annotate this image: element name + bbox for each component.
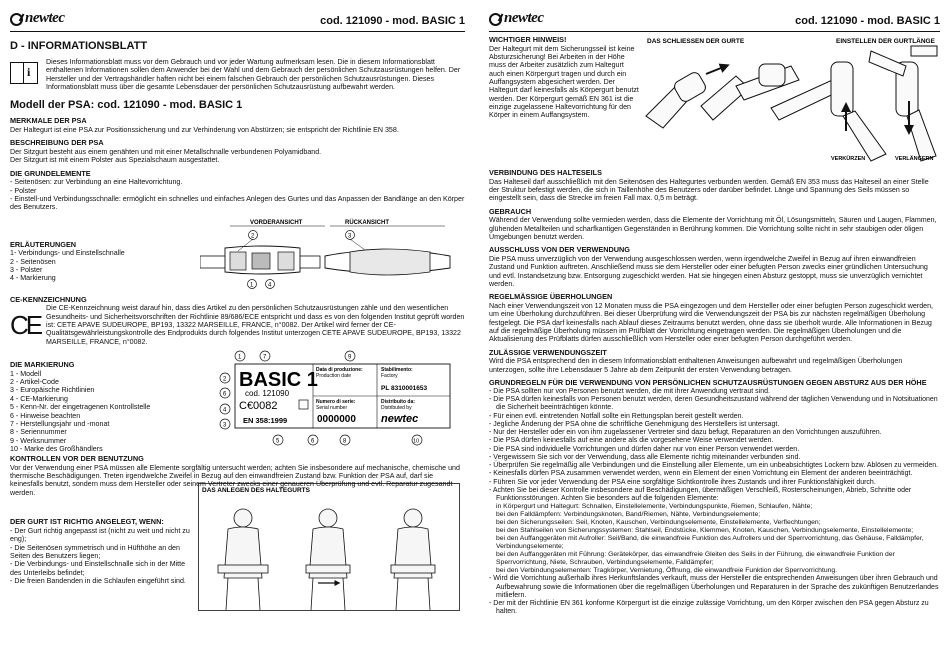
mark-item: 10 - Marke des Großhändlers bbox=[10, 444, 103, 453]
richtig-item: - Die Seitenösen symmetrisch und in Hüfthöhe an den Seiten des Benutzers liegen; bbox=[10, 543, 180, 560]
kontrollen-heading: KONTROLLEN VOR DER BENUTZUNG bbox=[10, 454, 144, 464]
merkmale-heading: MERKMALE DER PSA bbox=[10, 116, 87, 126]
erlaeuterungen-heading: ERLÄUTERUNGEN bbox=[10, 239, 77, 249]
sub-item: bei den Auffanggeräten mit Führung: Gerätekörper, das einwandfreie Gleiten des Seils in der Führung, die einwandfreie Funktion der Sperrvorrichtung, Niete, Schrauben, Verbindungselemente, Falldämpfer; bbox=[496, 551, 895, 567]
svg-text:1: 1 bbox=[238, 354, 242, 361]
verwendungszeit-heading: ZULÄSSIGE VERWENDUNGSZEIT bbox=[489, 347, 607, 357]
label-prod: Data di produzione: bbox=[316, 367, 363, 374]
sub-item: bei den Falldämpfern: Verbindungsknoten, Band/Riemen, Nähte, Verbindungselemente; bbox=[496, 511, 761, 519]
markierung-block bbox=[10, 348, 195, 453]
rule-item: - Führen Sie vor jeder Verwendung der PSA eine sorgfältige Sichtkontrolle ihres Zustands und ihrer Funktionsfähigkeit durch. bbox=[489, 479, 940, 487]
mark-item: 3 - Europäische Richtlinien bbox=[10, 386, 95, 395]
svg-text:6: 6 bbox=[223, 391, 227, 398]
rule-item: - Die PSA sind individuelle Vorrichtungen und dürfen daher nur von einer Person verwendet werden. bbox=[489, 446, 940, 454]
section-title: D - INFORMATIONSBLATT bbox=[10, 40, 148, 52]
wichtig-block bbox=[489, 36, 641, 164]
marking-row bbox=[10, 348, 465, 453]
mark-item: 2 - Artikel-Code bbox=[10, 378, 59, 387]
svg-text:8: 8 bbox=[343, 438, 347, 445]
mark-item: 6 - Hinweise beachten bbox=[10, 411, 81, 420]
erl-item: 3 - Polster bbox=[10, 266, 43, 275]
product-code: cod. 121090 - mod. BASIC 1 bbox=[795, 15, 940, 28]
ausschluss-text: Die PSA muss unverzüglich von der Verwendung ausgeschlossen werden, wenn irgendwelche Zweifel in Bezug auf ihren einwandfreien Zustand und Funktion auftreten. Anschließend muss sie dem Hersteller oder einer befugten Person zwecks einer gründlichen Untersuchung und evtl. Instandsetzung bzw. Entsorgung zugeschickt werden. Hat sie hingegen einen Absturz gestoppt, muss sie unverzüglich vernichtet werden. bbox=[489, 254, 928, 289]
label-stab-sub: Factory bbox=[381, 373, 398, 380]
gebrauch-heading: GEBRAUCH bbox=[489, 206, 532, 216]
mark-item: 4 - CE-Markierung bbox=[10, 394, 68, 403]
label-stab: Stabilimento: bbox=[381, 367, 413, 374]
beschreibung-heading: BESCHREIBUNG DER PSA bbox=[10, 138, 104, 148]
halteseil-heading: VERBINDUNG DES HALTESEILS bbox=[489, 168, 602, 177]
top-row bbox=[489, 36, 940, 164]
mark-item: 7 - Herstellungsjahr und -monat bbox=[10, 419, 110, 428]
product-label-diagram bbox=[195, 348, 455, 450]
ce-heading: CE-KENNZEICHNUNG bbox=[10, 294, 87, 304]
rule-item: - Nur der Hersteller oder ein von ihm zugelassener Vertreter sind dazu befugt, Reparaturen an den Vorrichtungen auszuführen. bbox=[489, 429, 940, 437]
svg-text:3: 3 bbox=[348, 233, 352, 240]
rule-item: - Jegliche Änderung der PSA ohne die schriftliche Genehmigung des Herstellers ist untersagt. bbox=[489, 421, 940, 429]
mark-item: 1 - Modell bbox=[10, 369, 42, 378]
markierung-heading: DIE MARKIERUNG bbox=[10, 360, 75, 370]
belt-front-back-diagram bbox=[200, 216, 455, 290]
belt-figure-row bbox=[10, 216, 465, 290]
rule-item: - Die PSA dürfen keinesfalls von Personen benutzt werden, deren Gesundheitszustand während der täglichen Verwendung und in Notsituationen die Sicherheit beeinträchtigen könnte. bbox=[489, 396, 940, 413]
richtig-item: - Die freien Bandenden in die Schlaufen eingeführt sind. bbox=[10, 576, 186, 585]
header-left bbox=[10, 8, 465, 32]
label-distr-logo: newtec bbox=[381, 413, 419, 426]
label-stab-value: PL 8310001653 bbox=[381, 385, 428, 393]
product-code: cod. 121090 - mod. BASIC 1 bbox=[320, 15, 465, 28]
harness-donning-figure bbox=[198, 483, 460, 611]
svg-text:7: 7 bbox=[263, 354, 267, 361]
rule-item: - Wird die Vorrichtung außerhalb ihres Herkunftslandes verkauft, muss der Hersteller die entsprechenden Anweisungen über ihren Gebrauch und Aufbewahrung sowie die Informationen über die regelmäßigen Überholungen und Reparaturen in der Sprache des zukünftigen Benutzerlandes mitliefern. bbox=[489, 575, 940, 600]
grundregeln-heading: GRUNDREGELN FÜR DIE VERWENDUNG VON PERSÖNLICHEN SCHUTZAUSRÜSTUNGEN GEGEN ABSTURZ AUS DER HÖHE bbox=[489, 378, 927, 388]
book-symbol-icon bbox=[299, 400, 308, 409]
svg-text:1: 1 bbox=[250, 282, 254, 289]
label-code: cod. 121090 bbox=[245, 389, 290, 399]
ausschluss-heading: AUSSCHLUSS VON DER VERWENDUNG bbox=[489, 245, 630, 255]
logo-mark-icon bbox=[10, 13, 23, 26]
label-model: BASIC 1 bbox=[239, 369, 318, 392]
sub-item: in Körpergurt und Haltegurt: Schnallen, Einstellelemente, Verbindungspunkte, Riemen, Schlaufen, Nähte; bbox=[496, 503, 813, 511]
verwendungszeit-text: Wird die PSA entsprechend den in diesem Informationsblatt enthaltenen Anweisungen aufbewahrt und regelmäßigen Überholungen unterzogen, sollte ihre Lebensdauer 5 Jahre ab dem Zeitpunkt der ersten Verwendung betragen. bbox=[489, 357, 903, 374]
richtig-block bbox=[10, 483, 198, 611]
logo-mark-icon bbox=[489, 13, 502, 26]
rule-item: - Keinesfalls dürfen PSA zusammen verwendet werden, wenn ein Element der einen Vorrichtung ein Element der anderen beeinträchtigt. bbox=[489, 470, 940, 478]
richtig-item: - Die Verbindungs- und Einstellschnalle sich in der Mitte des Unterleibs befindet; bbox=[10, 560, 186, 577]
gebrauch-text: Während der Verwendung sollte vermieden werden, dass die Elemente der Vorrichtung mit Öl, Lösungsmitteln, Säuren und Laugen, Flammen, glühenden Metallteilen und scharfkantigen Gegenständen in Berührung kommen. Die Vorrichtung sollte nicht in sehr staubigen oder öligen Umgebungen benutzt werden. bbox=[489, 216, 937, 242]
ce-text: Die CE-Kennzeichnung weist darauf hin, dass dies Artikel zu den persönlichen Schutzausrüstungen zähle und den wesentlichen Gesundheits- und Sicherheitsvorschriften der Richtlinie 89/686/ECE entspricht und dass es von den folgenden Institut geprüft worden ist: CETE APAVE SUDEUROPE, BP193, 13322 MARSEILLE, FRANCE, n°0082. Der Artikel wird ferner der CE-Qualitätsgewährleistungskontrolle des Endprodukts durch folgendes Institut unterzogen CETE APAVE SUDEUROPE, BP193, 13322 MARSEILLE, FRANCE, n°0082. bbox=[46, 304, 465, 346]
mark-item: 9 - Werksnummer bbox=[10, 436, 67, 445]
svg-text:4: 4 bbox=[223, 407, 227, 414]
svg-text:4: 4 bbox=[268, 282, 272, 289]
rule-item: - Der mit der Richtlinie EN 361 konforme Körpergurt ist die einzige zulässige Vorrichtung, um den Körper zwischen den PSA gegen Absturz zu halten. bbox=[489, 600, 940, 617]
sub-item: bei den Auffanggeräten mit Aufroller: Seil/Band, die einwandfreie Funktion des Aufrollers und der Sperrvorrichtung, das Gehäuse, Falldämpfer, Verbindungselemente; bbox=[496, 535, 924, 551]
grundelemente-item: - Einstell-und Verbindungsschnalle: ermöglicht ein schnelles und einfaches Anlegen des Gurtes und das Anpassen der Bandlänge an den Körper des Benutzers. bbox=[10, 195, 465, 212]
grundelemente-item: - Seitenösen: zur Verbindung an eine Haltevorrichtung. bbox=[10, 178, 183, 187]
front-view-label: VORDERANSICHT bbox=[250, 219, 303, 226]
richtig-heading: DER GURT IST RICHTIG ANGELEGT, WENN: bbox=[10, 517, 164, 527]
schliessen-label: DAS SCHLIESSEN DER GURTE bbox=[646, 38, 744, 45]
back-view-label: RÜCKANSICHT bbox=[345, 219, 389, 226]
sub-item: bei den Verbindungselementen: Tragkörper, Vernietung, Öffnung, die einwandfreie Funktion der Sperrvorrichtung. bbox=[496, 567, 838, 575]
label-en: EN 358:1999 bbox=[243, 416, 288, 426]
svg-text:3: 3 bbox=[223, 422, 227, 429]
svg-text:2: 2 bbox=[223, 376, 227, 383]
svg-text:5: 5 bbox=[276, 438, 280, 445]
rule-item: - Die PSA sollten nur von Personen benutzt werden, die mit ihrer Anwendung vertraut sind. bbox=[489, 388, 940, 396]
label-serie: Numero di serie: bbox=[316, 399, 356, 406]
halteseil-text: Das Halteseil darf ausschließlich mit den Seitenösen des Haltegurtes verbunden werden. Gemäß EN 353 muss das Halteseil an einer Stelle der Struktur befestigt werden, die sich in Taillenhöhe des Benutzers oder darüber befindet. Länge und Spannung des Seils müssen so eingestellt sein, dass die Strecke im freien Fall max. 0,5 m beträgt. bbox=[489, 177, 929, 203]
beschreibung-text-1: Der Sitzgurt besteht aus einem genähten und mit einer Metallschnalle verbundenen Polyamidband. bbox=[10, 147, 322, 156]
kontrollen-block bbox=[10, 464, 465, 497]
rules-list bbox=[489, 388, 940, 504]
intro-block bbox=[10, 58, 465, 91]
ce-block bbox=[10, 304, 465, 346]
newtec-logo: newtec bbox=[10, 10, 65, 28]
newtec-logo: newtec bbox=[489, 10, 544, 28]
info-book-icon: i bbox=[10, 62, 38, 84]
rules-list-2 bbox=[489, 575, 940, 616]
label-distr: Distribuito da: bbox=[381, 399, 415, 406]
svg-text:10: 10 bbox=[413, 438, 420, 445]
merkmale-text: Der Haltegurt ist eine PSA zur Positionssicherung und zur Verhinderung von Abstürzen; sie entspricht der Richtlinie EN 358. bbox=[10, 125, 399, 134]
model-title: Modell der PSA: cod. 121090 - mod. BASIC 1 bbox=[10, 99, 243, 112]
label-serie-sub: Serial number bbox=[316, 405, 348, 412]
page-right bbox=[475, 0, 950, 670]
anlegen-row bbox=[10, 483, 465, 611]
sub-list bbox=[489, 503, 940, 575]
label-serie-value: 0000000 bbox=[317, 414, 356, 426]
mark-item: 5 - Kenn-Nr. der eingetragenen Kontrollstelle bbox=[10, 403, 151, 412]
svg-text:6: 6 bbox=[311, 438, 315, 445]
erl-item: 2 - Seitenösen bbox=[10, 257, 56, 266]
beschreibung-text-2: Der Sitzgurt ist mit einem Polster aus Spezialschaum ausgestattet. bbox=[10, 156, 220, 165]
kontrollen-text: Vor der Verwendung einer PSA müssen alle Elemente sorgfältig untersucht werden; achten Sie insbesondere auf mechanische, chemische und thermische Beschädigungen. Treten irgendwelche Zweifel in Bezug auf den einwandfreien Zustand bzw. Funktion der PSA auf, darf sie keinesfalls benutzt, sondern muss dem Hersteller oder seinem Vertreter zwecks einer genaueren Überprüfung und evtl. Reparatur zugesandt werden. bbox=[10, 463, 460, 497]
einstellen-label: EINSTELLEN DER GURTLÄNGE bbox=[835, 38, 935, 45]
richtig-item: - Der Gurt richtig angepasst ist (nicht zu weit und nicht zu eng); bbox=[10, 526, 190, 544]
rule-item: - Vergewissern Sie sich vor der Verwendung, dass alle Elemente richtig miteinander verbunden sind. bbox=[489, 454, 940, 462]
ueberholungen-text: Nach einer Verwendungszeit von 12 Monaten muss die PSA eingezogen und dem Hersteller oder einer befugten Person zugeschickt werden, um eine Überholung durchzuführen. Bei dieser Überprüfung wird die Verwendungszeit der PSA bis zur nächsten regelmäßigen Überholung festgelegt. Die PSA darf keinesfalls nach Ablauf dieses Zeitraums benutzt werden, ohne dass sie überholt wurde. Alle Informationen in Bezug auf die regelmäßige Überholung müssen im Prüfblatt der Vorrichtung eingetragen werden. Die regelmäßigen Überholungen und die Aktualisierung des Prüfblatts dürfen ausschließlich vom Hersteller oder einer befugten Person durchgeführt werden. bbox=[489, 302, 934, 344]
rule-item: - Für einen evtl. eintretenden Notfall sollte ein Rettungsplan bereit gestellt werden. bbox=[489, 413, 940, 421]
erl-item: 4 - Markierung bbox=[10, 274, 56, 283]
label-distr-sub: Distributed by bbox=[381, 405, 412, 412]
intro-text: Dieses Informationsblatt muss vor dem Gebrauch und vor jeder Wartung aufmerksam lesen. Die in diesem Informationsblatt enthaltenen Informationen sollen dem Anwender bei der Wahl und dem Gebrauch der persönlichen Schutzausrüstungen helfen. Der Hersteller und der Vertragshändler haften nicht bei einem falschen Gebrauch der persönlichen Schutzausrüstungen. Dieses Informationsblatt muss über die gesamte Lebensdauer der persönlichen Schutzausrüstung aufbewahrt werden. bbox=[46, 57, 461, 92]
anlegen-label: DAS ANLEGEN DES HALTEGURTS bbox=[202, 487, 310, 495]
mark-item: 8 - Seriennummer bbox=[10, 428, 67, 437]
ueberholungen-heading: REGELMÄSSIGE ÜBERHOLUNGEN bbox=[489, 292, 613, 302]
rule-item: - Überprüfen Sie regelmäßig alle Verbindungen und die Einstellung aller Elemente, um ein unbeabsichtigtes Lockern bzw. Ablösen zu vermeiden. bbox=[489, 462, 940, 470]
ce-mark-icon: CE bbox=[10, 310, 41, 341]
sub-item: bei den Sicherungsseilen: Seil, Knoten, Kauschen, Verbindungselemente, Einstellelemente, Verflechtungen; bbox=[496, 519, 821, 527]
wichtig-heading: WICHTIGER HINWEIS! bbox=[489, 35, 567, 44]
verkuerzen-label: VERKÜRZEN bbox=[830, 156, 865, 162]
header-right bbox=[489, 8, 940, 32]
grundelemente-heading: DIE GRUNDELEMENTE bbox=[10, 168, 91, 178]
erl-item: 1- Verbindungs- und Einstellschnalle bbox=[10, 249, 125, 258]
label-ce: C€0082 bbox=[239, 400, 278, 413]
rule-item: - Achten Sie bei dieser Kontrolle insbesondere auf Beschädigungen, übermäßigen Verschleiß, Rosterscheinungen, Abrieb, Schnitte oder Funktionsstörungen. Achten Sie besonders auf die folgenden Elemente: bbox=[489, 487, 940, 504]
rule-item: - Die PSA dürfen keinesfalls auf eine andere als die vorgesehene Weise verwendet werden. bbox=[489, 437, 940, 445]
svg-text:9: 9 bbox=[348, 354, 352, 361]
verlaengern-label: VERLÄNGERN bbox=[894, 156, 934, 162]
svg-text:2: 2 bbox=[251, 233, 255, 240]
buckle-adjust-figure bbox=[641, 36, 940, 164]
grundelemente-item: - Polster bbox=[10, 186, 37, 195]
wichtig-text: Der Haltegurt mit dem Sicherungsseil ist keine Absturzsicherung! Bei Arbeiten in der Höhe muss der Arbeiter zusätzlich zum Haltegurt auch einen Körpergurt tragen und durch ein Auffangsystem abgesichert werden. Der Haltegurt darf keinesfalls als Körpergurt benutzt werden. Der Körpergurt gemäß EN 361 ist die einzige zugelassene Haltevorrichtung für den Körper in einem Auffangsystem. bbox=[489, 44, 639, 120]
erlaeuterungen-block bbox=[10, 216, 200, 290]
label-prod-sub: Production date bbox=[316, 373, 352, 380]
sub-item: bei den Stahlseilen von Sicherungssystemen: Stahlseil, Endstücke, Klemmen, Knoten, Kauschen, Verbindungselemente, Einstellelemente; bbox=[496, 527, 914, 535]
